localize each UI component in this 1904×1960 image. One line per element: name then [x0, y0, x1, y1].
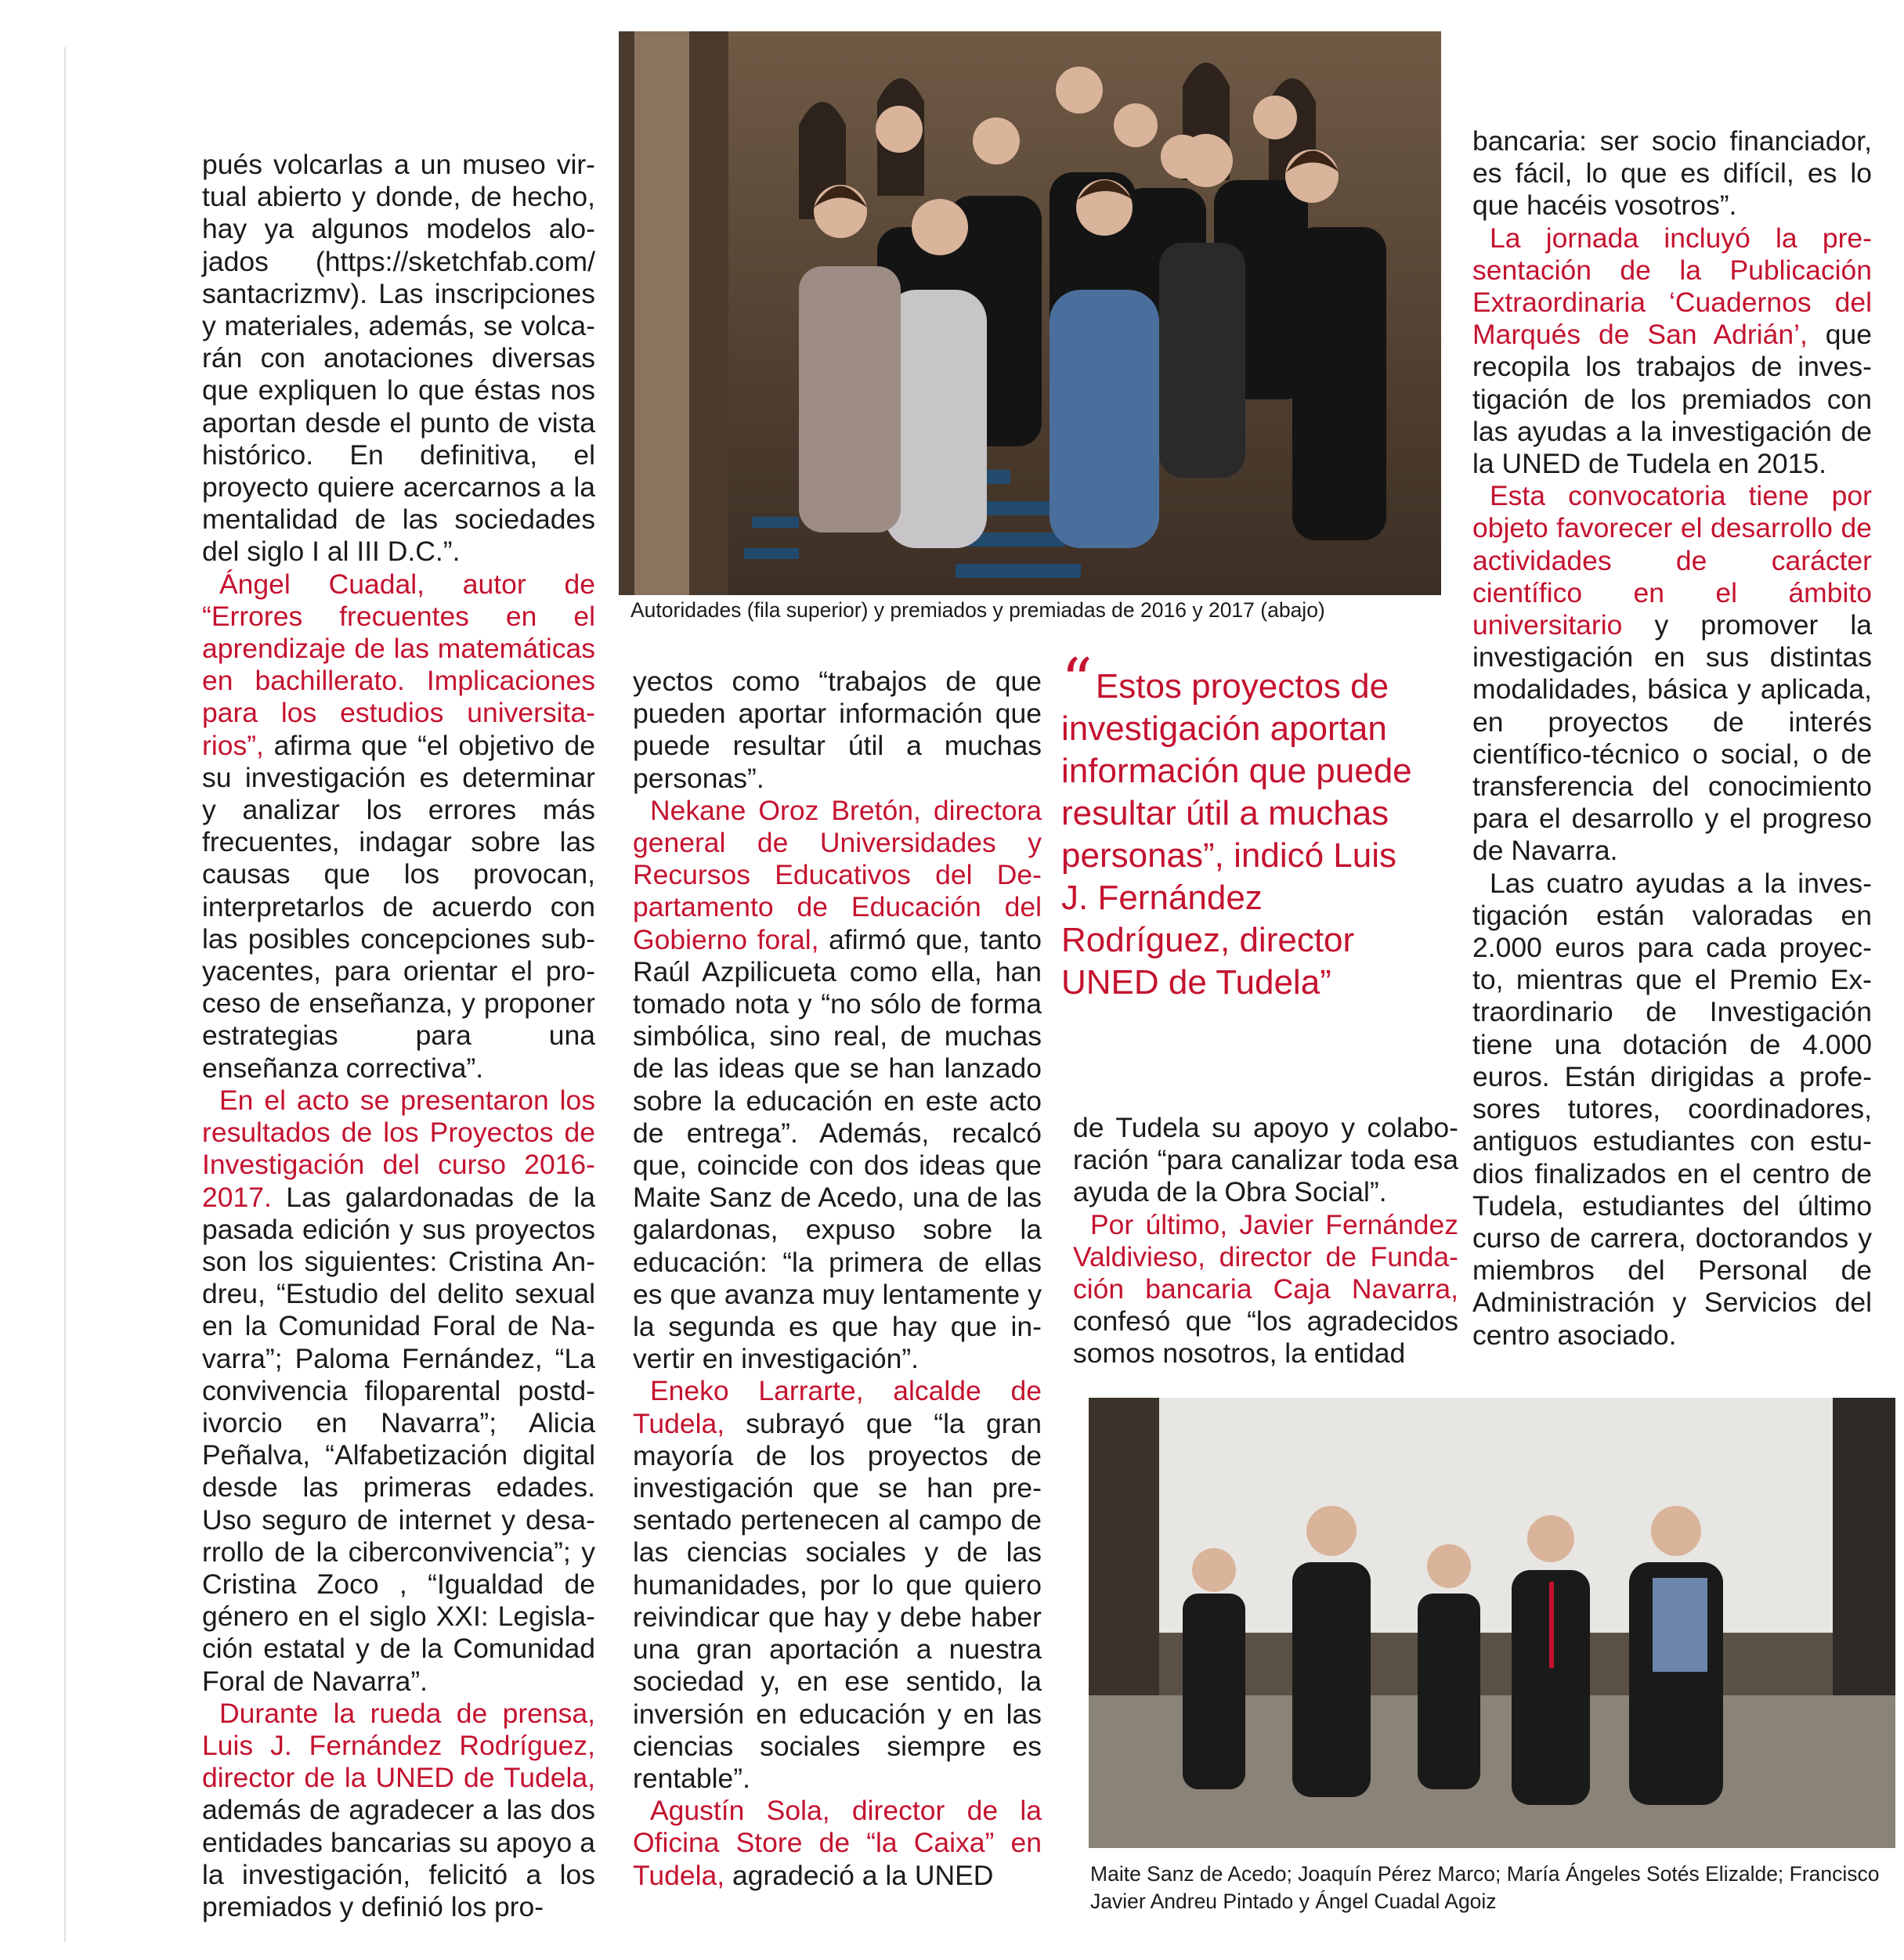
body-text: además de agradecer a las dos entidades bancarias su apoyo a la investigación, felicitó a los premiados y definió los pro-: [202, 1794, 595, 1922]
body-text: subrayó que “la gran mayoría de los proyectos de investigación que se han presentado pertenecen al campo de las ciencias sociales y de las humanidades, por lo que quiero reivindicar que hay y debe haber una gran aportación a nuestra sociedad y, en ese sentido, la inversión en educación y en las ciencias sociales siempre es rentable”.: [633, 1407, 1042, 1794]
highlighted-text: Eneko Larrarte, alcalde de Tudela,: [633, 1375, 1042, 1439]
column4-paragraph: [1472, 480, 1872, 867]
body-text: afirmó que, tanto Raúl Azpilicueta como ella, han tomado nota y “no sólo de forma simbólica, sino real, de muchas de las ideas que se han lanzado sobre la educación en este acto de entrega”. Además, recalcó que, coincide con dos ideas que Maite Sanz de Acedo, una de las galardonas, expuso sobre la educación: “la primera de ellas es que avanza muy lentamente y la segunda es que hay que invertir en investigación”.: [633, 923, 1042, 1375]
pull-quote-text: Estos proyectos de investigación aportan información que puede resultar útil a muchas personas”, indicó Luis J. Fernández Rodríguez, director UNED de Tudela”: [1061, 667, 1412, 1002]
group-photo-courtyard-image: [1089, 1398, 1895, 1848]
group-photo-staircase: [619, 31, 1441, 595]
highlighted-text: Nekane Oroz Bretón, directora general de Universidades y Recursos Educativos del Departamento de Educación del Gobierno foral,: [633, 794, 1042, 955]
column4-paragraph: [1472, 222, 1872, 481]
highlighted-text: En el acto se presentaron los resultados de los Proyectos de Investigación del curso 2016-2017.: [202, 1084, 595, 1213]
body-text: pués volcarlas a un museo virtual abierto y donde, de hecho, hay ya algunos modelos alojados (https://sketchfab.com/ santacrizmv). Las inscripciones y materiales, además, se volcarán con anotaciones diversas que expliquen lo que éstas nos aportan desde el punto de vista histórico. En definitiva, el proyecto quiere acercarnos a la mentalidad de las sociedades del siglo I al III D.C.”.: [202, 149, 595, 568]
column2-paragraph: [633, 1375, 1042, 1795]
photo-caption-authorities: Autoridades (fila superior) y premiados y premiadas de 2016 y 2017 (abajo): [630, 598, 1325, 622]
column1-paragraph: [202, 149, 595, 569]
group-photo-courtyard: [1089, 1398, 1895, 1848]
body-text: agradeció a la UNED: [724, 1859, 994, 1891]
column1-paragraph: [202, 1698, 595, 1923]
column3-paragraph: [1073, 1112, 1458, 1209]
article-column-4: [1472, 125, 1872, 1352]
highlighted-text: Ángel Cuadal, autor de “Errores frecuentes en el aprendizaje de las matemáticas en bachillerato. Implicaciones para los estudios universitarios”,: [202, 568, 595, 761]
column1-paragraph: [202, 1085, 595, 1698]
quote-mark-icon: “: [1061, 646, 1093, 717]
column2-paragraph: [633, 795, 1042, 1376]
body-text: yectos como “trabajos de que pueden aportar información que puede resultar útil a muchas personas”.: [633, 666, 1042, 794]
column4-paragraph: [1472, 868, 1872, 1352]
highlighted-text: Esta convocatoria tiene por objeto favorecer el desarrollo de actividades de carácter científico en el ámbito universitario: [1472, 480, 1872, 641]
highlighted-text: Durante la rueda de prensa, Luis J. Fernández Rodríguez, director de la UNED de Tudela,: [202, 1697, 595, 1794]
body-text: de Tudela su apoyo y colaboración “para canalizar toda esa ayuda de la Obra Social”.: [1073, 1112, 1458, 1208]
photo-caption-awardees: Maite Sanz de Acedo; Joaquín Pérez Marco; María Ángeles Sotés Elizalde; Francisco Javier Andreu Pintado y Ángel Cuadal Agoiz: [1090, 1862, 1880, 1913]
column2-paragraph: [633, 666, 1042, 795]
highlighted-text: Por último, Javier Fernández Valdivieso, director de Fundación bancaria Caja Navarra,: [1073, 1208, 1458, 1305]
highlighted-text: Agustín Sola, director de la Oficina Store de “la Caixa” en Tudela,: [633, 1795, 1042, 1891]
body-text: que recopila los trabajos de investigación de los premiados con las ayudas a la investigación de la UNED de Tudela en 2015.: [1472, 319, 1872, 480]
column2-paragraph: [633, 1795, 1042, 1892]
body-text: Las galardonadas de la pasada edición y sus proyectos son los siguientes: Cristina Andreu, “Estudio del delito sexual en la Comunidad Foral de Navarra”; Paloma Fernández, “La convivencia filoparental postdivorcio en Navarra”; Alicia Peñalva, “Alfabetización digital desde las primeras edades. Uso seguro de internet y desarrollo de la ciberconvivencia”; y Cristina Zoco , “Igualdad de género en el siglo XXI: Legislación estatal y de la Comunidad Foral de Navarra”.: [202, 1181, 595, 1697]
column4-paragraph: [1472, 125, 1872, 222]
body-text: confesó que “los agradecidos somos nosotros, la entidad: [1073, 1305, 1458, 1370]
column3-paragraph: [1073, 1209, 1458, 1370]
body-text: bancaria: ser socio financiador, es fácil, lo que es difícil, es lo que hacéis vosotros”.: [1472, 125, 1872, 222]
body-text: afirma que “el objetivo de su investigación es determinar y analizar los errores más frecuentes, indagar sobre las causas que los provocan, interpretarlos de acuerdo con las posibles concepciones subyacentes, para orientar el proceso de enseñanza, y proponer estrategias para una enseñanza correctiva”.: [202, 729, 595, 1084]
body-text: y promover la investigación en sus distintas modalidades, básica y aplicada, en proyectos de interés científico-técnico o social, o de transferencia del conocimiento para el desarrollo y el progreso de Navarra.: [1472, 609, 1872, 867]
article-column-2: [633, 666, 1042, 1892]
pull-quote: [1061, 646, 1429, 1004]
column1-paragraph: [202, 569, 595, 1085]
group-photo-staircase-image: [619, 31, 1441, 595]
highlighted-text: La jornada incluyó la presentación de la Publicación Extraordinaria ‘Cuadernos del Marqués de San Adrián’,: [1472, 222, 1872, 351]
page-fold-line: [64, 47, 66, 1942]
article-column-1: [202, 149, 595, 1923]
article-column-3: [1073, 1112, 1458, 1370]
body-text: Las cuatro ayudas a la investigación están valoradas en 2.000 euros para cada proyecto, mientras que el Premio Extraordinario de Investigación tiene una dotación de 4.000 euros. Están dirigidas a profesores tutores, coordinadores, antiguos estudiantes con estudios finalizados en el centro de Tudela, estudiantes del último curso de carrera, doctorandos y miembros del Personal de Administración y Servicios del centro asociado.: [1472, 867, 1872, 1351]
